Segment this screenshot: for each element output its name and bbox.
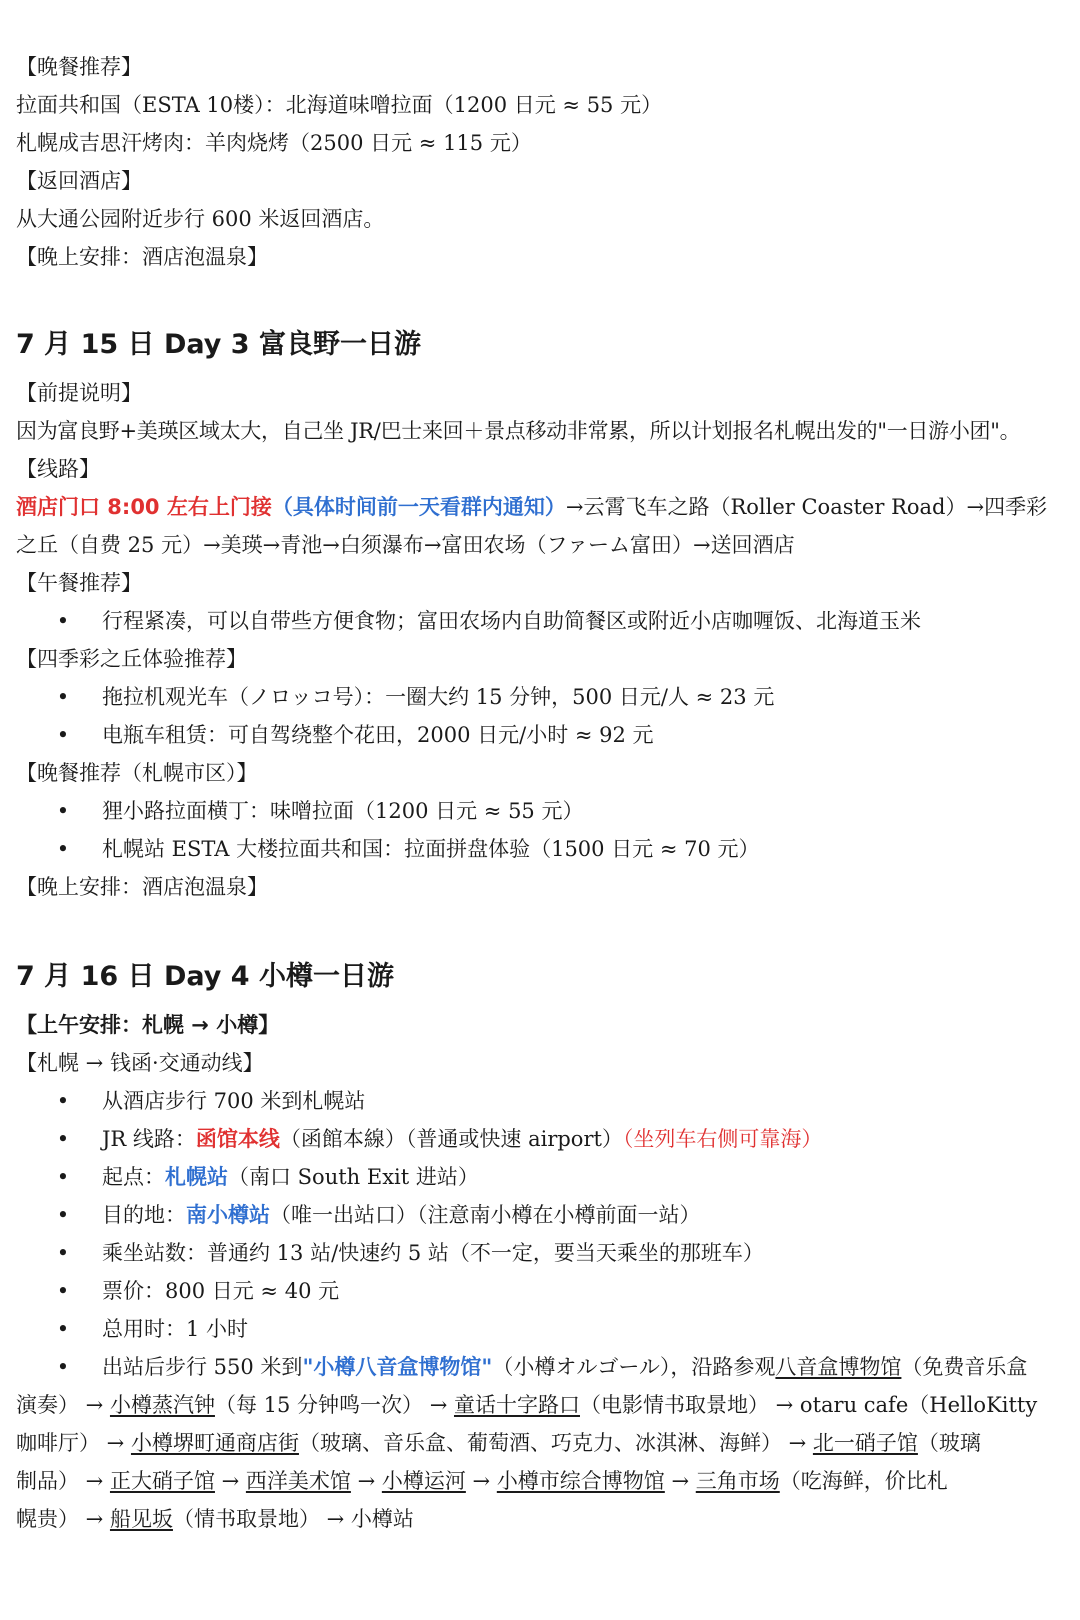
spot-link[interactable]: 八音盒博物馆 [775,1355,902,1379]
dinner-header: 【晚餐推荐（札幌市区）】 [16,761,258,785]
start-station: 札幌站 [165,1165,228,1189]
walk-route-line: 制品） → 正大硝子馆 → 西洋美术馆 → 小樽运河 → 小樽市综合博物馆 → 三角市场（吃海鲜，价比札 [16,1469,948,1493]
bullet-icon [16,1082,102,1120]
bullet-icon [16,1158,102,1196]
list-item: • 行程紧凑，可以自带些方便食物；富田农场内自助简餐区或附近小店咖喱饭、北海道玉米 [16,602,1036,640]
spot-link[interactable]: 小樽堺町通商店街 [130,1431,299,1455]
day2-tail [16,48,1036,276]
museum-highlight: "小樽八音盒博物馆" [302,1355,493,1379]
walk-route-line: 咖啡厅） → 小樽堺町通商店街（玻璃、音乐盒、葡萄酒、巧克力、冰淇淋、海鲜） → 北一硝子馆（玻璃 [16,1431,981,1455]
pickup-time: 酒店门口 8:00 左右上门接 [16,495,272,519]
list-item: • 电瓶车租赁：可自驾绕整个花田，2000 日元/小时 ≈ 92 元 [16,716,1036,754]
spot-link[interactable]: 船见坂 [109,1507,173,1531]
bullet-icon [16,1120,102,1158]
spot-link[interactable]: 小樽市综合博物馆 [496,1469,665,1493]
day4-title: 7 月 16 日 Day 4 小樽一日游 [16,961,394,992]
list-item: • 票价：800 日元 ≈ 40 元 [16,1272,1036,1310]
list-item: • 札幌站 ESTA 大楼拉面共和国：拉面拼盘体验（1500 日元 ≈ 70 元） [16,830,1036,868]
spot-link[interactable]: 小樽运河 [381,1469,466,1493]
premise-text: 因为富良野+美瑛区域太大，自己坐 JR/巴士来回＋景点移动非常累，所以计划报名札幌出发的"一日游小团"。 [16,419,1021,443]
spot-link[interactable]: 西洋美术馆 [245,1469,351,1493]
return-header: 【返回酒店】 [16,169,142,193]
list-item: • 目的地：南小樽站（唯一出站口）（注意南小樽在小樽前面一站） [16,1196,1036,1234]
route-line-1 [16,488,1048,526]
dest-station: 南小樽站 [186,1203,270,1227]
spot-link[interactable]: 三角市场 [695,1469,780,1493]
bullet-icon [16,678,102,716]
night-arrangement: 【晚上安排：酒店泡温泉】 [16,245,268,269]
bullet-icon [16,1196,102,1234]
list-item: • JR 线路：函馆本线（函館本線）（普通或快速 airport）（坐列车右侧可靠海） [16,1120,1036,1158]
list-item: • 乘坐站数：普通约 13 站/快速约 5 站（不一定，要当天乘坐的那班车） [16,1234,1036,1272]
return-text: 从大通公园附近步行 600 米返回酒店。 [16,207,385,231]
spot-link[interactable]: 童话十字路口 [453,1393,580,1417]
day4-section [16,1006,1036,1538]
bullet-icon [16,830,102,868]
list-item: • 出站后步行 550 米到"小樽八音盒博物馆"（小樽オルゴール），沿路参观八音盒博物馆（免费音乐盒 [16,1348,1036,1386]
pickup-note: （具体时间前一天看群内通知） [271,495,566,519]
jr-line: 函馆本线 [195,1127,280,1151]
morning-header: 【上午安排：札幌 → 小樽】 [16,1013,280,1037]
route-header: 【线路】 [16,457,100,481]
bullet-icon [16,1272,102,1310]
route-line-2: 之丘（自费 25 元）→美瑛→青池→白须瀑布→富田农场（ファーム富田）→送回酒店 [16,533,795,557]
list-item: • 起点：札幌站（南口 South Exit 进站） [16,1158,1036,1196]
bullet-icon [16,1310,102,1348]
spot-link[interactable]: 小樽蒸汽钟 [109,1393,215,1417]
list-item: • 从酒店步行 700 米到札幌站 [16,1082,1036,1120]
dinner-header: 【晚餐推荐】 [16,55,142,79]
spot-link[interactable]: 北一硝子馆 [812,1431,918,1455]
bullet-icon [16,1348,102,1386]
dinner-item: 札幌成吉思汗烤肉：羊肉烧烤（2500 日元 ≈ 115 元） [16,131,532,155]
walk-route-line: 幌贵） → 船见坂（情书取景地） → 小樽站 [16,1507,414,1531]
bullet-icon [16,716,102,754]
day3-title: 7 月 15 日 Day 3 富良野一日游 [16,329,421,360]
walk-route-line: 演奏） → 小樽蒸汽钟（每 15 分钟鸣一次） → 童话十字路口（电影情书取景地） → otaru cafe（HelloKitty [16,1393,1038,1417]
shikisai-header: 【四季彩之丘体验推荐】 [16,647,247,671]
day3-section [16,374,1048,906]
bullet-icon [16,792,102,830]
list-item: • 狸小路拉面横丁：味噌拉面（1200 日元 ≈ 55 元） [16,792,1036,830]
route-rest: →云霄飞车之路（Roller Coaster Road）→四季彩 [565,495,1048,519]
bullet-icon [16,1234,102,1272]
list-item: • 拖拉机观光车（ノロッコ号）：一圈大约 15 分钟，500 日元/人 ≈ 23 元 [16,678,1036,716]
night-arrangement: 【晚上安排：酒店泡温泉】 [16,875,268,899]
lunch-header: 【午餐推荐】 [16,571,142,595]
bullet-icon [16,602,102,640]
premise-header: 【前提说明】 [16,381,142,405]
list-item: • 总用时：1 小时 [16,1310,1036,1348]
spot-link[interactable]: 正大硝子馆 [109,1469,215,1493]
dinner-item: 拉面共和国（ESTA 10楼）：北海道味噌拉面（1200 日元 ≈ 55 元） [16,93,663,117]
seat-tip: （坐列车右侧可靠海） [622,1127,823,1151]
transit-header: 【札幌 → 钱函·交通动线】 [16,1051,264,1075]
